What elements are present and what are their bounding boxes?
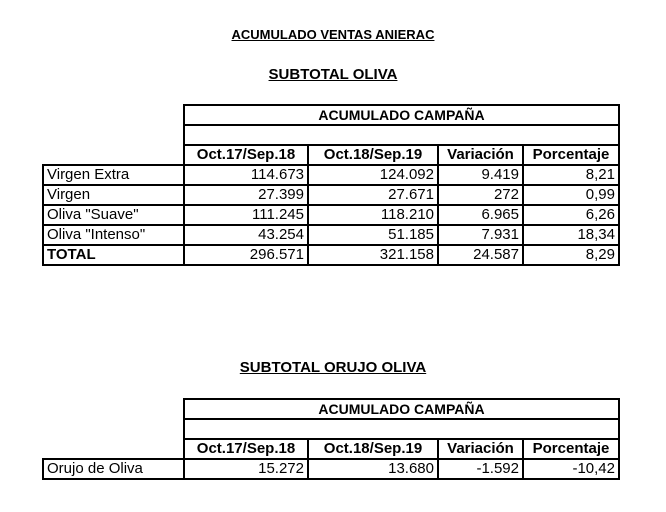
cell-value: 43.254 xyxy=(184,225,308,245)
row-label: Oliva "Suave" xyxy=(43,205,184,225)
row-label: Virgen xyxy=(43,185,184,205)
cell-value: 272 xyxy=(438,185,523,205)
table-row xyxy=(43,459,619,479)
table-subtotal-orujo xyxy=(42,398,620,480)
row-label: Orujo de Oliva xyxy=(43,459,184,479)
column-header: Variación xyxy=(438,145,523,165)
cell-value: 114.673 xyxy=(184,165,308,185)
cell-value: 296.571 xyxy=(184,245,308,265)
cell-value: 111.245 xyxy=(184,205,308,225)
group-header: ACUMULADO CAMPAÑA xyxy=(184,105,619,125)
cell-value: 27.399 xyxy=(184,185,308,205)
table-row xyxy=(43,205,619,225)
cell-value: 8,21 xyxy=(523,165,619,185)
column-header: Oct.18/Sep.19 xyxy=(308,145,438,165)
cell-value: 124.092 xyxy=(308,165,438,185)
cell-value: 0,99 xyxy=(523,185,619,205)
cell-value: 6,26 xyxy=(523,205,619,225)
section-title-oliva: SUBTOTAL OLIVA xyxy=(268,66,398,83)
empty-header-row xyxy=(184,125,619,145)
table-row xyxy=(43,185,619,205)
table-row xyxy=(43,225,619,245)
column-header: Variación xyxy=(438,439,523,459)
cell-value: 18,34 xyxy=(523,225,619,245)
cell-value: 8,29 xyxy=(523,245,619,265)
cell-value: 15.272 xyxy=(184,459,308,479)
cell-value: 27.671 xyxy=(308,185,438,205)
column-header: Oct.17/Sep.18 xyxy=(184,439,308,459)
cell-value: -1.592 xyxy=(438,459,523,479)
row-label: TOTAL xyxy=(43,245,184,265)
cell-value: 321.158 xyxy=(308,245,438,265)
row-label: Oliva "Intenso" xyxy=(43,225,184,245)
row-label: Virgen Extra xyxy=(43,165,184,185)
column-header: Oct.17/Sep.18 xyxy=(184,145,308,165)
cell-value: 51.185 xyxy=(308,225,438,245)
total-row xyxy=(43,245,619,265)
cell-value: 7.931 xyxy=(438,225,523,245)
column-header: Porcentaje xyxy=(523,145,619,165)
table-subtotal-oliva xyxy=(42,104,620,266)
group-header: ACUMULADO CAMPAÑA xyxy=(184,399,619,419)
cell-value: -10,42 xyxy=(523,459,619,479)
cell-value: 6.965 xyxy=(438,205,523,225)
cell-value: 13.680 xyxy=(308,459,438,479)
cell-value: 24.587 xyxy=(438,245,523,265)
report-title: ACUMULADO VENTAS ANIERAC xyxy=(231,27,435,42)
section-title-orujo: SUBTOTAL ORUJO OLIVA xyxy=(239,359,427,376)
empty-header-row xyxy=(184,419,619,439)
table-row xyxy=(43,165,619,185)
cell-value: 9.419 xyxy=(438,165,523,185)
cell-value: 118.210 xyxy=(308,205,438,225)
column-header: Porcentaje xyxy=(523,439,619,459)
column-header: Oct.18/Sep.19 xyxy=(308,439,438,459)
